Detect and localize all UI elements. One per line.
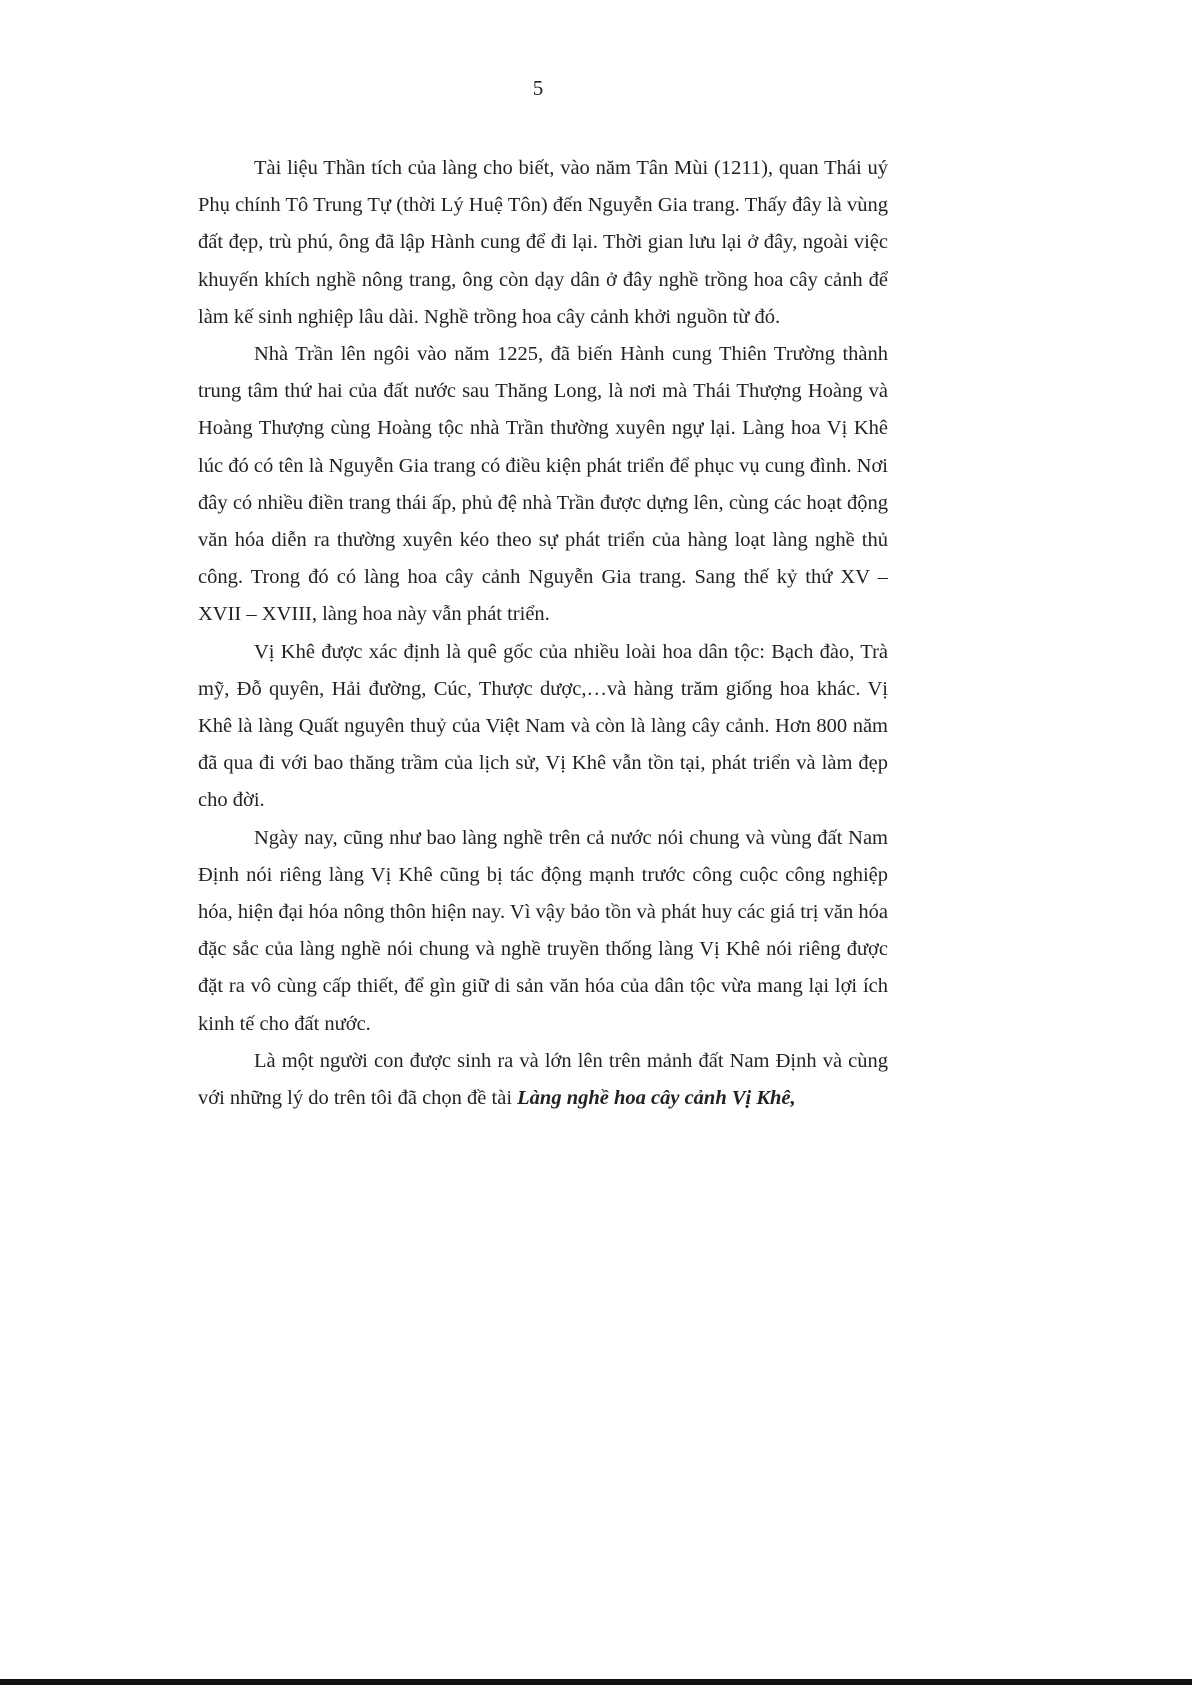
paragraph-5 xyxy=(198,1043,888,1117)
thesis-title-emphasis: Làng nghề hoa cây cảnh Vị Khê, xyxy=(517,1087,796,1110)
paragraph-2: Nhà Trần lên ngôi vào năm 1225, đã biến Hành cung Thiên Trường thành trung tâm thứ hai của đất nước sau Thăng Long, là nơi mà Thái Thượng Hoàng và Hoàng Thượng cùng Hoàng tộc nhà Trần thường xuyên ngự lại. Làng hoa Vị Khê lúc đó có tên là Nguyễn Gia trang có điều kiện phát triển để phục vụ cung đình. Nơi đây có nhiều điền trang thái ấp, phủ đệ nhà Trần được dựng lên, cùng các hoạt động văn hóa diễn ra thường xuyên kéo theo sự phát triển của hàng loạt làng nghề thủ công. Trong đó có làng hoa cây cảnh Nguyễn Gia trang. Sang thế kỷ thứ XV – XVII – XVIII, làng hoa này vẫn phát triển. xyxy=(198,343,888,626)
page-bottom-edge xyxy=(0,1679,1192,1685)
paragraph-3: Vị Khê được xác định là quê gốc của nhiều loài hoa dân tộc: Bạch đào, Trà mỹ, Đỗ quyên, Hải đường, Cúc, Thược dược,…và hàng trăm giống hoa khác. Vị Khê là làng Quất nguyên thuỷ của Việt Nam và còn là làng cây cảnh. Hơn 800 năm đã qua đi với bao thăng trầm của lịch sử, Vị Khê vẫn tồn tại, phát triển và làm đẹp cho đời. xyxy=(198,640,888,812)
paragraph-5-text: Là một người con được sinh ra và lớn lên trên mảnh đất Nam Định và cùng với những lý do trên tôi đã chọn đề tài xyxy=(198,1049,888,1110)
body-text xyxy=(198,150,888,1117)
page-number: 5 xyxy=(532,76,544,100)
paragraph-4: Ngày nay, cũng như bao làng nghề trên cả nước nói chung và vùng đất Nam Định nói riêng làng Vị Khê cũng bị tác động mạnh trước công cuộc công nghiệp hóa, hiện đại hóa nông thôn hiện nay. Vì vậy bảo tồn và phát huy các giá trị văn hóa đặc sắc của làng nghề nói chung và nghề truyền thống làng Vị Khê nói riêng được đặt ra vô cùng cấp thiết, để gìn giữ di sản văn hóa của dân tộc vừa mang lại lợi ích kinh tế cho đất nước. xyxy=(198,826,888,1035)
paragraph-1: Tài liệu Thần tích của làng cho biết, vào năm Tân Mùi (1211), quan Thái uý Phụ chính Tô Trung Tự (thời Lý Huệ Tôn) đến Nguyễn Gia trang. Thấy đây là vùng đất đẹp, trù phú, ông đã lập Hành cung để đi lại. Thời gian lưu lại ở đây, ngoài việc khuyến khích nghề nông trang, ông còn dạy dân ở đây nghề trồng hoa cây cảnh để làm kế sinh nghiệp lâu dài. Nghề trồng hoa cây cảnh khởi nguồn từ đó. xyxy=(198,157,888,328)
